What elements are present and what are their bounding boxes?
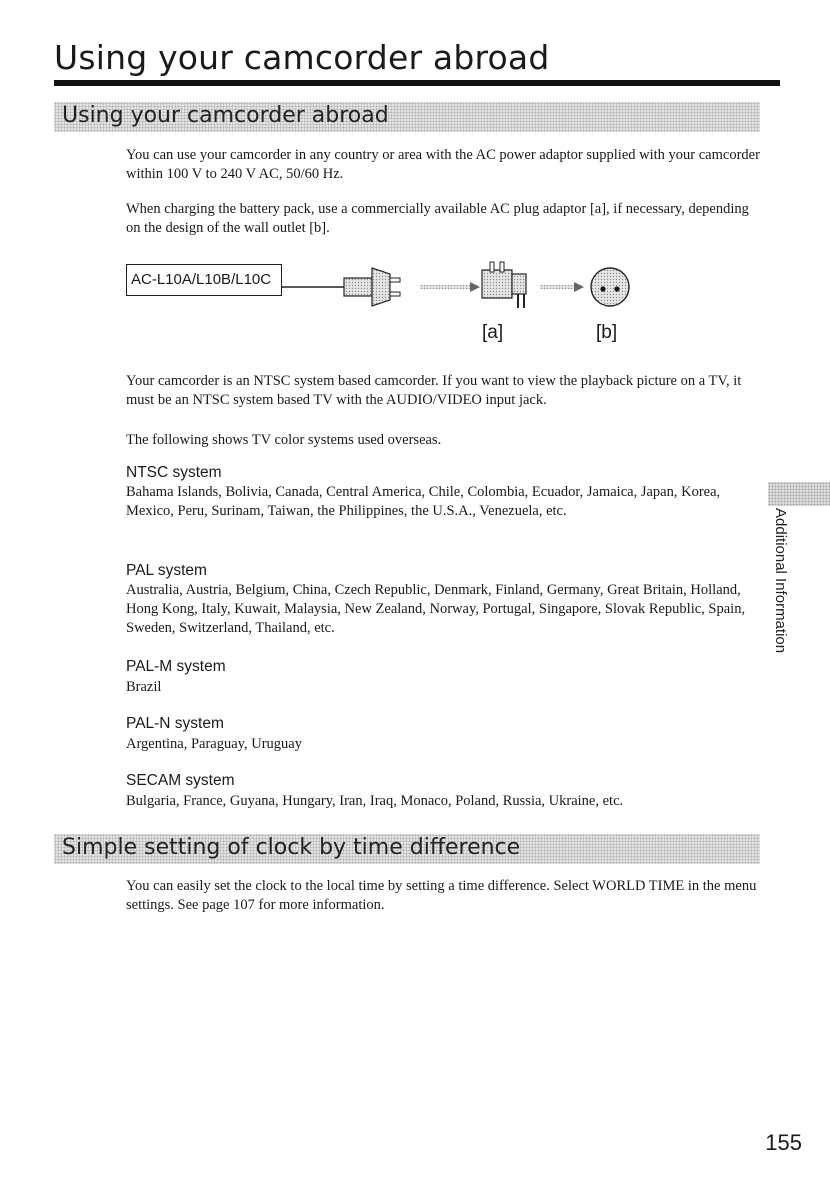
adaptor-plug-icon [344,268,400,306]
title-rule [54,80,780,86]
intro-paragraph: You can use your camcorder in any country or area with the AC power adaptor supplied with your camcorder within 100 V to 240 V AC, 50/60 Hz. [126,147,760,182]
page-number: 155 [765,1130,802,1155]
plug-adaptor-icon [482,262,526,308]
system-countries: Bahama Islands, Bolivia, Canada, Central America, Chile, Colombia, Ecuador, Jamaica, Japan, Korea, Mexico, Peru, Surinam, Taiwan, the Philippines, the U.S.A., Venezuela, etc. [126,484,721,519]
figure-label-a: [a] [482,322,504,343]
system-countries: Australia, Austria, Belgium, China, Czech Republic, Denmark, Finland, Germany, Great Britain, Holland, Hong Kong, Italy, Kuwait, Malaysia, New Zealand, Norway, Portugal, Singapore, Slovak Republic, Spain, Sweden, Switzerland, Thailand, etc. [126,582,746,636]
system-countries: Brazil [126,679,162,695]
system-title: NTSC system [126,464,222,481]
wall-outlet-icon [591,268,629,306]
figure-label-b: [b] [596,322,618,343]
clock-paragraph: You can easily set the clock to the local time by setting a time difference. Select WORLD TIME in the menu settings. See page 107 for more information. [126,878,757,913]
page-title: Using your camcorder abroad [54,38,550,77]
system-title: PAL-M system [126,658,226,675]
section-heading: Simple setting of clock by time difference [62,835,521,860]
system-title: SECAM system [126,772,235,789]
arrow-icon [420,282,480,292]
side-tab-marker [768,482,830,506]
charging-paragraph: When charging the battery pack, use a commercially available AC plug adaptor [a], if necessary, depending on the design of the wall outlet [b]. [126,201,749,236]
side-tab-label: Additional Information [772,508,789,654]
section-heading-bar [54,834,760,864]
section-heading-bar [54,102,760,132]
arrow-icon [540,282,584,292]
adaptor-model-label: AC-L10A/L10B/L10C [126,264,282,296]
system-title: PAL-N system [126,715,224,732]
section-heading: Using your camcorder abroad [62,103,389,128]
plug-adaptor-diagram [282,254,642,320]
ntsc-paragraph: Your camcorder is an NTSC system based camcorder. If you want to view the playback picture on a TV, it must be an NTSC system based TV with the AUDIO/VIDEO input jack. [126,373,742,408]
systems-intro: The following shows TV color systems used overseas. [126,432,442,448]
system-title: PAL system [126,562,207,579]
system-countries: Argentina, Paraguay, Uruguay [126,736,302,752]
system-countries: Bulgaria, France, Guyana, Hungary, Iran, Iraq, Monaco, Poland, Russia, Ukraine, etc. [126,793,624,809]
